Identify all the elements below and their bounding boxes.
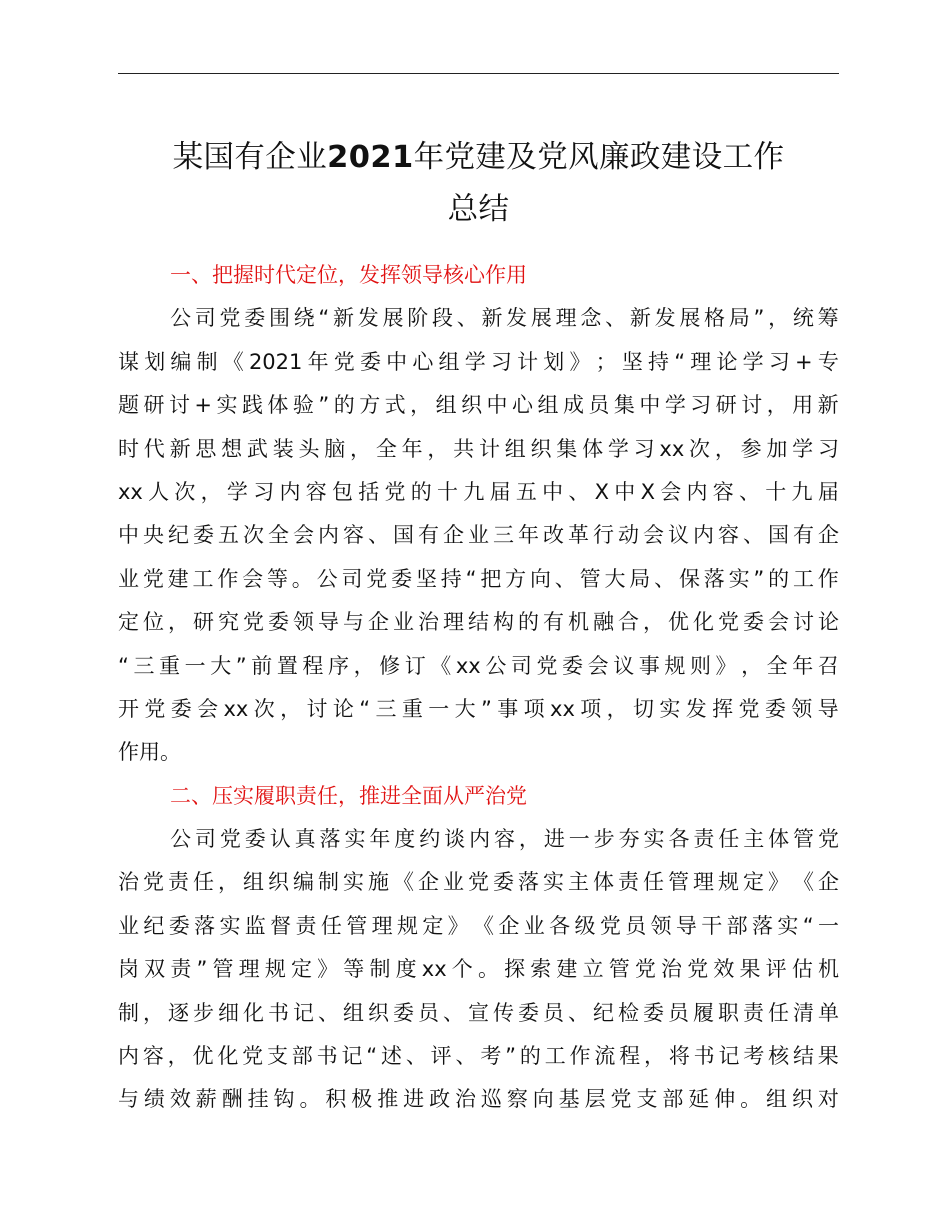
document-body (118, 254, 839, 1122)
paragraph-line: 题 研 讨 + 实 践 体 验 ” 的 方 式 ， 组 织 中 心 组 成 员 集 中 学 习 研 讨 ， 用 新 (118, 393, 839, 418)
paragraph-line: 公 司 党 委 认 真 落 实 年 度 约 谈 内 容 ， 进 一 步 夯 实 各 责 任 主 体 管 党 (170, 827, 839, 852)
paragraph-line: 治 党 责 任 ， 组 织 编 制 实 施 《 企 业 党 委 落 实 主 体 责 任 管 理 规 定 》 《 企 (118, 870, 839, 895)
paragraph-line: 谋 划 编 制 《 2021 年 党 委 中 心 组 学 习 计 划 》 ； 坚 持 “ 理 论 学 习 + 专 (118, 349, 839, 374)
paragraph-line: 岗 双 责 ” 管 理 规 定 》 等 制 度 xx 个 。 探 索 建 立 管 党 治 党 效 果 评 估 机 (118, 957, 839, 982)
paragraph-line: 与 绩 效 薪 酬 挂 钩 。 积 极 推 进 政 治 巡 察 向 基 层 党 支 部 延 伸 。 组 织 对 (118, 1087, 839, 1112)
section-heading: 一、把握时代定位，发挥领导核心作用 (170, 263, 527, 287)
paragraph-line: xx 人 次 ， 学 习 内 容 包 括 党 的 十 九 届 五 中 、 X 中 X 会 内 容 、 十 九 届 (118, 479, 839, 504)
header-rule (118, 73, 839, 74)
title-line-2: 总结 (447, 192, 510, 227)
paragraph-line: 开 党 委 会 xx 次 ， 讨 论 “ 三 重 一 大 ” 事 项 xx 项 ， 切 实 发 挥 党 委 领 导 (118, 696, 839, 721)
paragraph-line: “ 三 重 一 大 ” 前 置 程 序 ， 修 订 《 xx 公 司 党 委 会 议 事 规 则 》 ， 全 年 召 (118, 653, 839, 678)
paragraph-line: 时 代 新 思 想 武 装 头 脑 ， 全 年 ， 共 计 组 织 集 体 学 习 xx 次 ， 参 加 学 习 (118, 436, 839, 461)
paragraph-line: 公 司 党 委 围 绕 “ 新 发 展 阶 段 、 新 发 展 理 念 、 新 发 展 格 局 ” ， 统 筹 (170, 306, 839, 331)
paragraph-line: 内 容 ， 优 化 党 支 部 书 记 “ 述 、 评 、 考 ” 的 工 作 流 程 ， 将 书 记 考 核 结 果 (118, 1044, 839, 1069)
document-title (118, 132, 839, 236)
title-line-1: 某国有企业2021年党建及党风廉政建设工作 (172, 140, 785, 175)
section-heading: 二、压实履职责任，推进全面从严治党 (170, 783, 527, 808)
paragraph-line: 作用。 (118, 740, 181, 765)
paragraph-line: 中 央 纪 委 五 次 全 会 内 容 、 国 有 企 业 三 年 改 革 行 动 会 议 内 容 、 国 有 企 (118, 523, 839, 548)
paragraph-line: 业 纪 委 落 实 监 督 责 任 管 理 规 定 》 《 企 业 各 级 党 员 领 导 干 部 落 实 “ 一 (118, 913, 839, 938)
paragraph-line: 业 党 建 工 作 会 等 。 公 司 党 委 坚 持 “ 把 方 向 、 管 大 局 、 保 落 实 ” 的 工 作 (118, 566, 839, 591)
paragraph-line: 制 ， 逐 步 细 化 书 记 、 组 织 委 员 、 宣 传 委 员 、 纪 检 委 员 履 职 责 任 清 单 (118, 1000, 839, 1025)
paragraph-line: 定 位 ， 研 究 党 委 领 导 与 企 业 治 理 结 构 的 有 机 融 合 ， 优 化 党 委 会 讨 论 (118, 610, 839, 635)
